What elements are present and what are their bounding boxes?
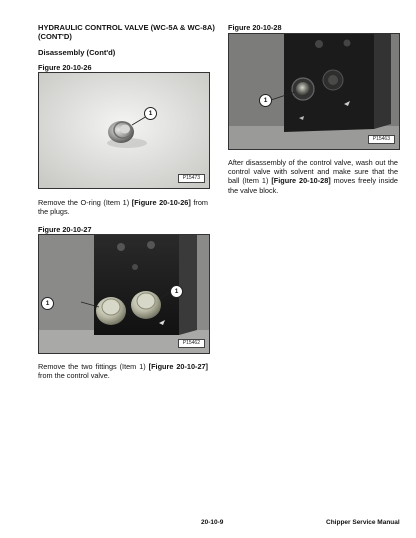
caption-text: from the plugs.	[38, 198, 208, 217]
figure-reference: [Figure 20-10-27]	[148, 362, 208, 371]
caption-text: Remove the O-ring (Item 1)	[38, 198, 132, 207]
section-title	[38, 23, 218, 41]
o-ring-plug-image	[39, 73, 209, 188]
figure-reference: [Figure 20-10-26]	[131, 198, 191, 207]
callout-item-1: 1	[144, 107, 157, 120]
caption-text: After disassembly of the control valve, wash out the control valve with solvent and make sure that the ball (Item 1)	[228, 158, 398, 186]
figure-27-photo	[38, 234, 210, 354]
figure-28-title: Figure 20-10-28	[228, 23, 282, 32]
figure-26-photo	[38, 72, 210, 189]
photo-code: P15463	[368, 135, 395, 144]
valve-ball-image	[229, 34, 399, 149]
photo-code: P15462	[178, 339, 205, 348]
caption-text: Remove the two fittings (Item 1)	[38, 362, 149, 371]
figure-28-caption	[228, 158, 398, 195]
figure-27-title: Figure 20-10-27	[38, 225, 92, 234]
figure-27-caption	[38, 362, 208, 380]
valve-fittings-image	[39, 235, 209, 353]
figure-28-photo	[228, 33, 400, 150]
section-title-line1: HYDRAULIC CONTROL VALVE (WC-5A & WC-8A)	[38, 23, 215, 32]
caption-text: from the control valve.	[38, 371, 110, 381]
manual-title: Chipper Service Manual	[326, 519, 400, 526]
figure-reference: [Figure 20-10-28]	[271, 176, 331, 186]
callout-item-1: 1	[259, 94, 272, 107]
figure-26-caption	[38, 198, 208, 216]
caption-text: moves freely inside the valve block.	[228, 176, 398, 195]
subsection-title: Disassembly (Cont'd)	[38, 48, 116, 57]
section-title-line2: (CONT'D)	[38, 32, 72, 41]
figure-26-title: Figure 20-10-26	[38, 63, 92, 72]
photo-code: P15473	[178, 174, 205, 183]
callout-item-1: 1	[170, 285, 183, 298]
callout-item-1: 1	[41, 297, 54, 310]
page-number: 20-10-9	[201, 519, 224, 526]
